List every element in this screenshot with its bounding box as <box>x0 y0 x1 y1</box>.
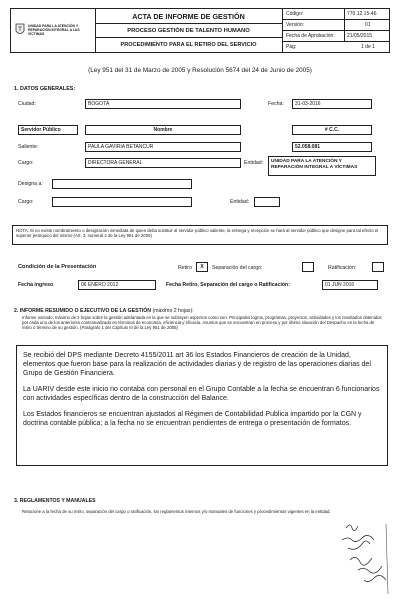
section-2-instructions: Informe narrado, máximo de 2 hojas sobre la gestión adelantada en la que se subrayen aspectos como son: Principales logros, programas, proyectos, actividades y los resultados obtenidos por cada uno de los anteriores contextualizado en términos de economía, eficiencia y eficacia. Asuntos que se encuentran en proceso y por último situación del Despacho en la fecha de retiro o término de su gestión. (Parágrafo 1 del Capítulo III de la Ley 951 de 2005) <box>22 315 382 331</box>
entity-field <box>268 156 376 176</box>
city-field <box>85 99 241 109</box>
city-label: Ciudad: <box>18 101 36 107</box>
ratification-checkbox[interactable] <box>372 262 384 272</box>
section-2-heading <box>14 308 194 314</box>
process-name: PROCESO GESTIÓN DE TALENTO HUMANO <box>95 24 283 38</box>
form-title: ACTA DE INFORME DE GESTIÓN <box>95 9 283 24</box>
post-label: Cargo: <box>18 160 34 166</box>
name-header <box>85 125 241 135</box>
logo-text: UNIDAD PARA LA ATENCIÓN Y REPARACIÓN INTEGRAL A LAS VÍCTIMAS <box>28 24 80 36</box>
version-label: Versión: <box>286 22 305 28</box>
approval-date-label: Fecha de Aprobación: <box>286 33 335 39</box>
section-3-heading: 3. REGLAMENTOS Y MANUALES <box>14 498 96 504</box>
retiro-checkbox[interactable] <box>196 262 208 272</box>
presentation-heading: Condición de la Presentación <box>18 264 97 270</box>
outgoing-label: Saliente: <box>18 144 39 150</box>
servant-header <box>18 125 78 135</box>
post2-label: Cargo: <box>18 199 34 205</box>
section-3-text: Relacione a la fecha de su retiro, separación del cargo o ratificación, los reglamentos internos y/o manuales de funciones y procedimientos vigentes en la entidad. <box>22 509 331 514</box>
header-table <box>10 8 390 53</box>
approval-date-value: 21/05/2015 <box>347 33 373 39</box>
outgoing-cc-field <box>292 142 372 152</box>
code-label: Código: <box>286 11 304 17</box>
outgoing-name: PAULA GAVIRIA BETANCUR <box>88 144 154 150</box>
entry-value: 06 ENERO 2012 <box>81 282 119 288</box>
post-field <box>85 158 241 168</box>
page-label: Pág: <box>286 44 297 50</box>
post2-field <box>52 197 192 207</box>
handwritten-signature <box>338 516 398 596</box>
summary-paragraph-2: La UARIV desde este inicio no contaba con personal en el Grupo Contable a la fecha se encuentran 6 funcionarios con actividades específicas dentro de la construcción del Balance. <box>23 386 380 402</box>
retiro-label: Retiro <box>178 265 192 271</box>
code-value: 770.12.15-46 <box>347 11 377 17</box>
procedure-name: PROCEDIMIENTO PARA EL RETIRO DEL SERVICIO <box>95 38 283 52</box>
version-value: 01 <box>365 22 371 28</box>
cc-header-label: # C.C. <box>324 127 340 133</box>
city-value: BOGOTÁ <box>88 101 110 107</box>
exit-label: Fecha Retiro, Separación del cargo o Ratificación: <box>166 282 290 288</box>
exit-field <box>322 280 378 290</box>
date-label: Fecha: <box>268 101 284 107</box>
summary-paragraph-3: Los Estados financieros se encuentran ajustados al Régimen de Contabilidad Publica impartido por la CGN y doctrina contable pública; a la fecha no se encuentran pendientes de entrega o presentación de formatos. <box>23 411 362 427</box>
entity2-label: Entidad: <box>230 199 250 205</box>
note-text: NOTA: Si no existe nombramiento o designación inmediata de quien deba sustituir al servidor público saliente, la entrega y recepción se hará al servidor público que designe para tal efecto el superior jerárquico del mismo (Art. 3, numeral 2 de la Ley 951 de 2005) <box>16 228 379 239</box>
name-header-label: Nombre <box>153 127 173 133</box>
outgoing-name-field <box>85 142 241 152</box>
separation-label: Separación del cargo: <box>212 265 263 271</box>
post-value: DIRECTORA GENERAL <box>88 160 143 166</box>
date-field <box>292 99 372 109</box>
law-reference: (Ley 951 del 31 de Marzo de 2005 y Resolución 5674 del 24 de Junio de 2005) <box>88 67 312 74</box>
date-value: 31-03-2016 <box>295 101 321 107</box>
entry-label: Fecha ingreso <box>18 282 54 288</box>
entry-field <box>78 280 156 290</box>
ratification-label: Ratificación: <box>328 265 357 271</box>
note-box <box>12 225 388 245</box>
separation-checkbox[interactable] <box>302 262 314 272</box>
logo-cell <box>11 9 96 52</box>
retiro-mark: X <box>200 264 204 270</box>
page-value: 1 de 1 <box>361 44 375 50</box>
meta-divider <box>344 9 345 42</box>
cc-header <box>292 125 372 135</box>
page-row <box>283 42 389 52</box>
section-2-title: 2. INFORME RESUMIDO O EJECUTIVO DE LA GESTIÓN <box>14 308 152 314</box>
coat-of-arms-icon <box>15 23 25 37</box>
servant-label: Servidor Público <box>21 127 61 133</box>
summary-paragraph-1: Se recibió del DPS mediante Decreto 4155/2011 art 36 los Estados Financieros de creación de la Unidad, elementos que fueron base para la realización de actividades diarias y de registro de las operaciones diarias del Grupo de Gestión Financiera. <box>23 352 371 377</box>
entity2-field <box>254 197 280 207</box>
entity-label: Entidad: <box>244 160 264 166</box>
summary-box <box>16 345 388 466</box>
approval-date-row <box>283 31 389 42</box>
designee-label: Designa a: <box>18 181 43 187</box>
designee-field <box>52 179 192 189</box>
exit-value: 01 JUN 2016 <box>325 282 355 288</box>
entity-value: UNIDAD PARA LA ATENCIÓN Y REPARACIÓN INTEGRAL A VÍCTIMAS <box>271 159 358 170</box>
outgoing-cc: 52.058.081 <box>295 144 321 150</box>
section-2-suffix: (máximo 2 hojas): <box>152 308 194 314</box>
code-row <box>283 9 389 20</box>
section-1-heading: 1. DATOS GENERALES: <box>14 86 76 92</box>
version-row <box>283 20 389 31</box>
